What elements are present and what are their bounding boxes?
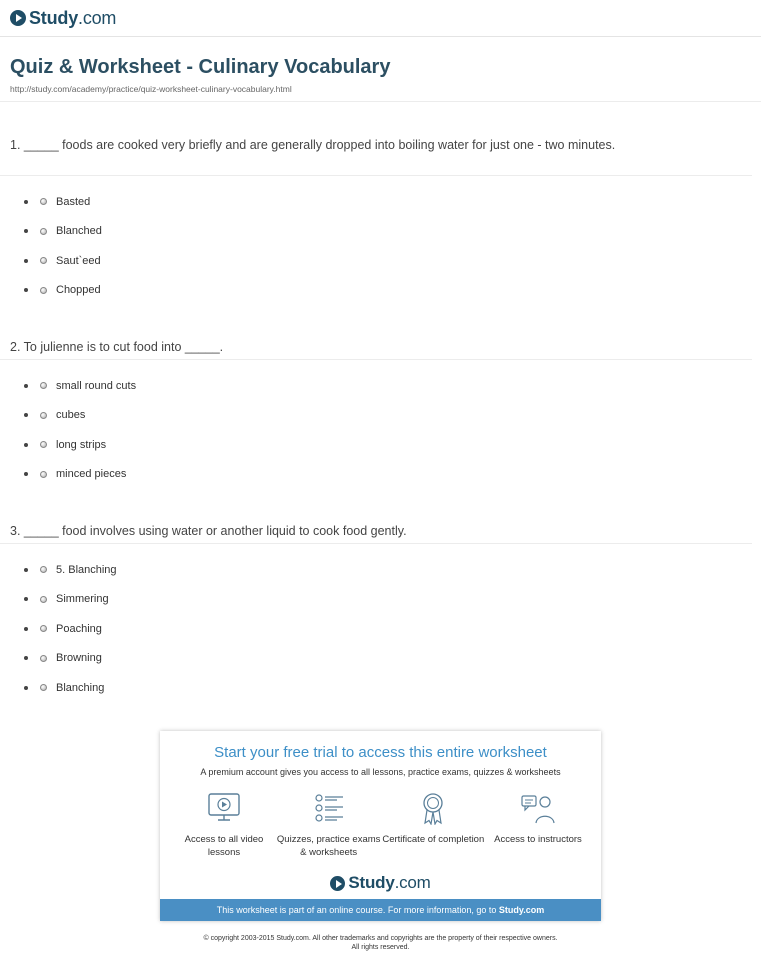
logo-suffix: .com <box>394 873 431 892</box>
answer-option[interactable] <box>24 460 136 490</box>
option-label: Chopped <box>56 284 101 297</box>
bullet-icon <box>24 568 28 572</box>
copyright-line: © copyright 2003-2015 Study.com. All other trademarks and copyrights are the property of their respective owners. <box>203 935 558 942</box>
feature-label: Access to instructors <box>494 834 582 845</box>
question-2-options <box>24 371 136 489</box>
bullet-icon <box>24 413 28 417</box>
radio-icon[interactable] <box>40 382 47 389</box>
page-url: http://study.com/academy/practice/quiz-worksheet-culinary-vocabulary.html <box>10 84 292 94</box>
quiz-list-icon <box>311 791 347 825</box>
option-label: cubes <box>56 409 86 422</box>
radio-icon[interactable] <box>40 441 47 448</box>
feature-label: Quizzes, practice exams & worksheets <box>276 834 381 858</box>
promo-study-logo[interactable] <box>160 873 601 893</box>
bullet-icon <box>24 288 28 292</box>
play-logo-icon <box>10 10 26 26</box>
divider <box>0 175 752 176</box>
radio-icon[interactable] <box>40 655 47 662</box>
bullet-icon <box>24 384 28 388</box>
question-1-options <box>24 187 102 305</box>
logo-suffix: .com <box>78 7 117 28</box>
option-label: Simmering <box>56 593 109 606</box>
answer-option[interactable] <box>24 673 117 703</box>
promo-info-bar <box>160 899 601 921</box>
rights-line: All rights reserved. <box>351 944 410 951</box>
divider <box>0 101 761 102</box>
free-trial-promo[interactable] <box>160 731 601 921</box>
bullet-icon <box>24 259 28 263</box>
answer-option[interactable] <box>24 430 136 460</box>
logo-name: Study <box>29 7 79 28</box>
option-label: Blanching <box>56 681 105 694</box>
option-label: Basted <box>56 195 91 208</box>
radio-icon[interactable] <box>40 625 47 632</box>
bullet-icon <box>24 627 28 631</box>
promo-subline: A premium account gives you access to all lessons, practice exams, quizzes & worksheets <box>200 767 561 777</box>
study-logo[interactable] <box>10 8 116 29</box>
bullet-icon <box>24 656 28 660</box>
site-header <box>10 6 116 30</box>
answer-option[interactable] <box>24 371 136 401</box>
instructor-chat-icon <box>520 791 556 825</box>
question-3-text: 3. _____ food involves using water or another liquid to cook food gently. <box>10 524 407 538</box>
answer-option[interactable] <box>24 644 117 674</box>
promo-bar-text: This worksheet is part of an online course. For more information, go to <box>216 905 499 915</box>
question-1-text: 1. _____ foods are cooked very briefly and are generally dropped into boiling water for just one - two minutes. <box>10 138 616 152</box>
copyright-notice <box>160 934 601 952</box>
bullet-icon <box>24 686 28 690</box>
radio-icon[interactable] <box>40 287 47 294</box>
divider <box>0 543 752 544</box>
answer-option[interactable] <box>24 187 102 217</box>
radio-icon[interactable] <box>40 471 47 478</box>
play-logo-icon <box>330 876 345 891</box>
option-label: Poaching <box>56 622 102 635</box>
option-label: Browning <box>56 652 102 665</box>
bullet-icon <box>24 443 28 447</box>
radio-icon[interactable] <box>40 596 47 603</box>
feature-video-lessons <box>172 791 276 859</box>
feature-quizzes <box>277 791 381 859</box>
question-3-options <box>24 555 117 703</box>
answer-option[interactable] <box>24 585 117 615</box>
option-label: minced pieces <box>56 468 127 481</box>
option-label: small round cuts <box>56 379 137 392</box>
page-title: Quiz & Worksheet - Culinary Vocabulary <box>10 56 391 78</box>
radio-icon[interactable] <box>40 228 47 235</box>
divider <box>0 36 761 37</box>
feature-label: Certificate of completion <box>382 834 485 845</box>
answer-option[interactable] <box>24 555 117 585</box>
bullet-icon <box>24 597 28 601</box>
answer-option[interactable] <box>24 614 117 644</box>
option-label: Saut`eed <box>56 254 101 267</box>
radio-icon[interactable] <box>40 412 47 419</box>
study-link[interactable]: Study.com <box>498 905 545 915</box>
bullet-icon <box>24 472 28 476</box>
option-label: Blanched <box>56 225 102 238</box>
logo-name: Study <box>348 873 395 892</box>
option-label: long strips <box>56 438 107 451</box>
feature-label: Access to all video lessons <box>184 834 264 858</box>
answer-option[interactable] <box>24 401 136 431</box>
radio-icon[interactable] <box>40 684 47 691</box>
answer-option[interactable] <box>24 217 102 247</box>
radio-icon[interactable] <box>40 566 47 573</box>
video-lesson-icon <box>206 791 242 825</box>
feature-certificate <box>381 791 485 859</box>
feature-instructors <box>486 791 590 859</box>
answer-option[interactable] <box>24 246 102 276</box>
radio-icon[interactable] <box>40 257 47 264</box>
radio-icon[interactable] <box>40 198 47 205</box>
option-label: 5. Blanching <box>56 563 117 576</box>
bullet-icon <box>24 229 28 233</box>
answer-option[interactable] <box>24 276 102 306</box>
certificate-icon <box>415 791 451 825</box>
question-2-text: 2. To julienne is to cut food into _____. <box>10 340 224 354</box>
bullet-icon <box>24 200 28 204</box>
promo-features <box>172 791 590 859</box>
divider <box>0 359 752 360</box>
promo-headline[interactable]: Start your free trial to access this entire worksheet <box>214 744 547 761</box>
